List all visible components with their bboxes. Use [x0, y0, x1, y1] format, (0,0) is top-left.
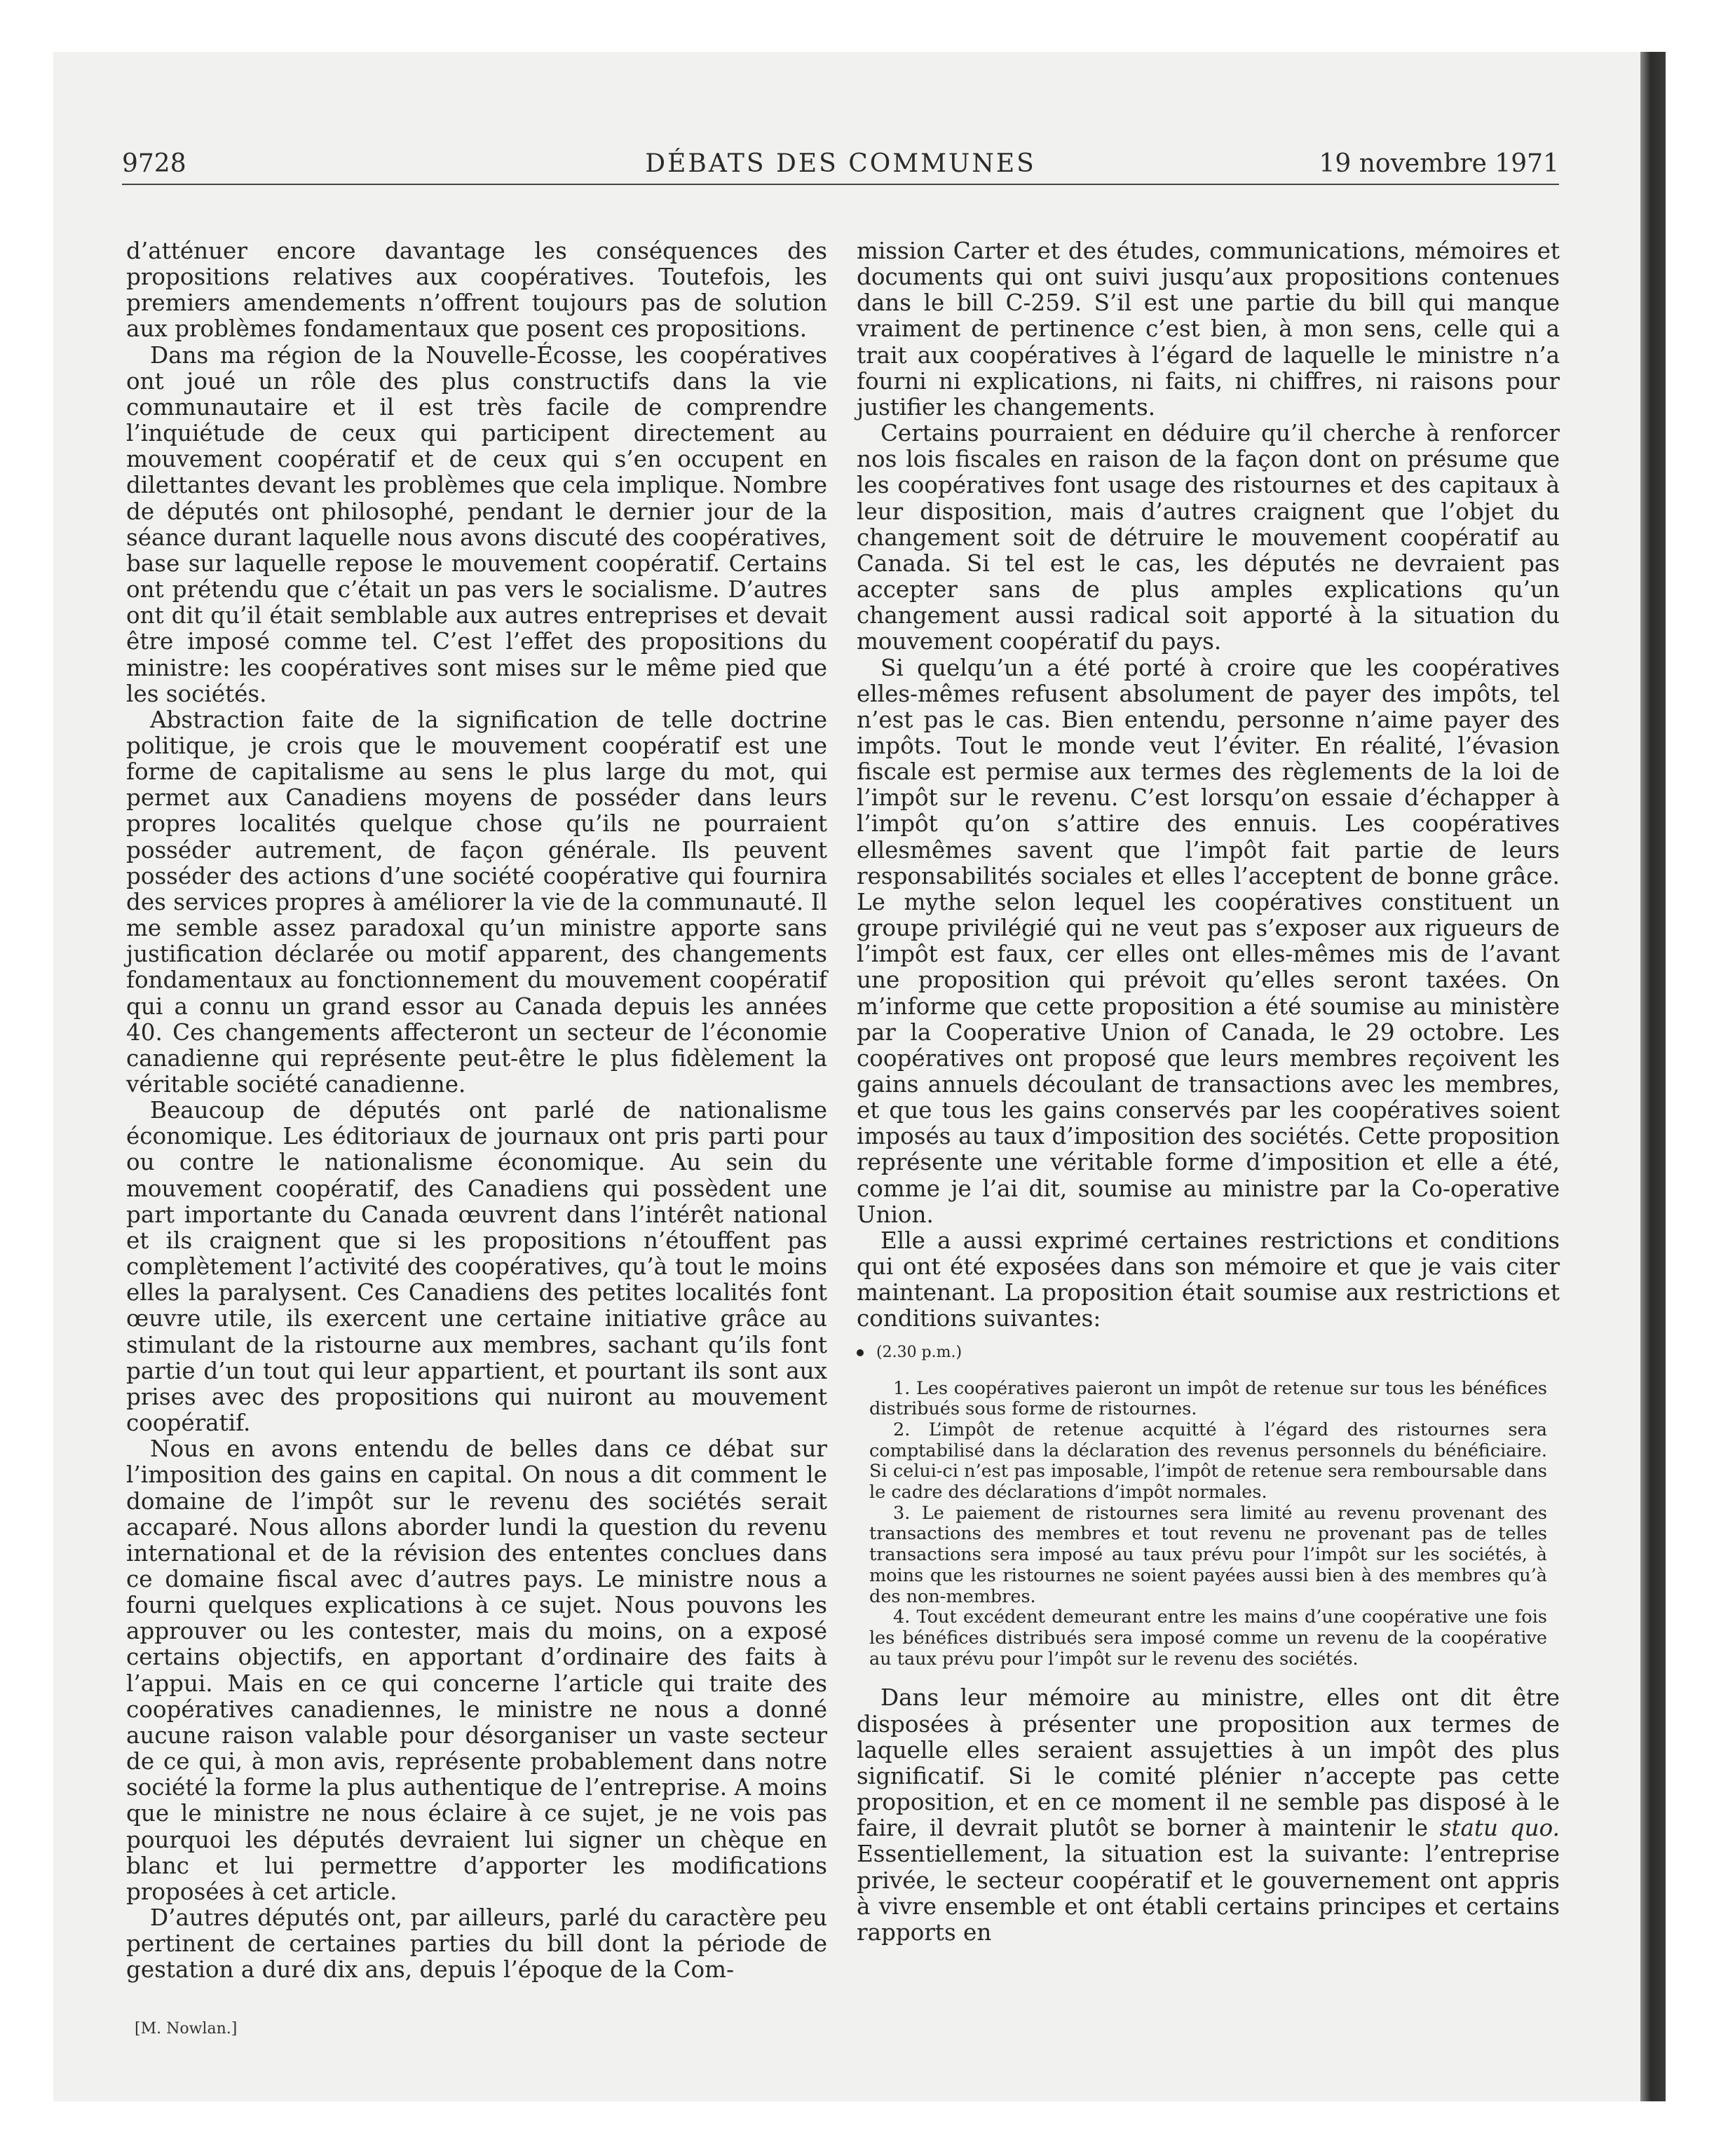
paragraph-text: Dans leur mémoire au ministre, elles ont dit être disposées à présenter une proposition aux termes de laquelle elles seraient assujetties à un impôt des plus significatif. Si le comité plénier n’accepte pas cette proposition, et en ce moment il ne semble pas disposé à le faire, il devrait plutôt se borner à maintenir le [857, 1684, 1560, 1842]
condition-item: 2. L’impôt de retenue acquitté à l’égard des ristournes sera comptabilisé dans la déclaration des revenus personnels du bénéficiaire. Si celui-ci n’est pas imposable, l’impôt de retenue sera remboursable dans le cadre des déclarations d’impôt normales. [869, 1419, 1547, 1503]
paragraph: D’autres députés ont, par ailleurs, parlé du caractère peu pertinent de certaines parties du bill dont la période de gestation a duré dix ans, depuis l’époque de la Com- [126, 1904, 827, 1984]
paragraph: Si quelqu’un a été porté à croire que les coopératives elles-mêmes refusent absolument de payer des impôts, tel n’est pas le cas. Bien entendu, personne n’aime payer des impôts. Tout le monde veut l’éviter. En réalité, l’évasion fiscale est permise aux termes des règlements de la loi de l’impôt sur le revenu. C’est lorsqu’on essaie d’échapper à l’impôt qu’on s’attire des ennuis. Les coopératives ellesmêmes savent que l’impôt fait partie de leurs responsabilités sociales et elles l’acceptent de bonne grâce. Le mythe selon lequel les coopératives constituent un groupe privilégié qui ne veut pas s’exposer aux rigueurs de l’impôt est faux, cer elles ont elles-mêmes mis de l’avant une proposition qui prévoit qu’elles seront taxées. On m’informe que cette proposition a été soumise au ministère par la Cooperative Union of Canada, le 29 octobre. Les coopératives ont proposé que leurs membres reçoivent les gains annuels découlant de transactions avec les membres, et que tous les gains conservés par les coopératives soient imposés au taux d’imposition des sociétés. Cette proposition représente une véritable forme d’imposition et elle a été, comme je l’ai dit, soumise au ministre par la Co-operative Union. [857, 654, 1560, 1228]
italic-phrase: statu quo. [1439, 1815, 1560, 1842]
paragraph-text: Essentiellement, la situation est la suivante: l’entreprise privée, le secteur coopératif et le gouvernement ont appris à vivre ensemble et ont établi certains principes et certains rapports en [857, 1841, 1560, 1946]
publication-date: 19 novembre 1971 [1319, 149, 1559, 178]
left-column [126, 238, 827, 1983]
paragraph: mission Carter et des études, communications, mémoires et documents qui ont suivi jusqu’aux propositions contenues dans le bill C-259. S’il est une partie du bill qui manque vraiment de pertinence c’est bien, à mon sens, celle qui a trait aux coopératives à l’égard de laquelle le ministre n’a fourni ni explications, ni faits, ni chiffres, ni raisons pour justifier les changements. [857, 238, 1560, 421]
quoted-conditions [869, 1379, 1547, 1670]
bullet-icon [857, 1349, 864, 1356]
condition-item: 1. Les coopératives paieront un impôt de retenue sur tous les bénéfices distribués sous forme de ristournes. [869, 1377, 1547, 1420]
paragraph: Certains pourraient en déduire qu’il cherche à renforcer nos lois fiscales en raison de la façon dont on présume que les coopératives font usage des ristournes et des capitaux à leur disposition, mais d’autres craignent que l’objet du changement soit de détruire le mouvement coopératif au Canada. Si tel est le cas, les députés ne devraient pas accepter sans de plus amples explications qu’un changement aussi radical soit apporté à la situation du mouvement coopératif du pays. [857, 420, 1560, 655]
publication-title: DÉBATS DES COMMUNES [645, 149, 1036, 178]
paragraph: Dans ma région de la Nouvelle-Écosse, les coopératives ont joué un rôle des plus constructifs dans la vie communautaire et il est très facile de comprendre l’inquiétude de ceux qui participent directement au mouvement coopératif et de ceux qui s’en occupent en dilettantes devant les problèmes que cela implique. Nombre de députés ont philosophé, pendant le dernier jour de la séance durant laquelle nous avons discuté des coopératives, base sur laquelle repose le mouvement coopératif. Certains ont prétendu que c’était un pas vers le socialisme. D’autres ont dit qu’il était semblable aux autres entreprises et devait être imposé comme tel. C’est l’effet des propositions du ministre: les coopératives sont mises sur le même pied que les sociétés. [126, 341, 827, 707]
time-marker-text: (2.30 p.m.) [876, 1343, 962, 1361]
paragraph: Abstraction faite de la signification de telle doctrine politique, je crois que le mouvement coopératif est une forme de capitalisme au sens le plus large du mot, qui permet aux Canadiens moyens de posséder dans leurs propres localités quelque chose qu’ils ne pourraient posséder autrement, de façon générale. Ils peuvent posséder des actions d’une société coopérative qui fournira des services propres à améliorer la vie de la communauté. Il me semble assez paradoxal qu’un ministre apporte sans justification déclarée ou motif apparent, des changements fondamentaux au fonctionnement du mouvement coopératif qui a connu un grand essor au Canada depuis les années 40. Ces changements affecteront un secteur de l’économie canadienne qui représente peut-être le plus fidèlement la véritable société canadienne. [126, 706, 827, 1098]
time-marker [857, 1342, 1560, 1363]
scan-edge [1640, 52, 1666, 2101]
paragraph: Nous en avons entendu de belles dans ce débat sur l’imposition des gains en capital. On nous a dit comment le domaine de l’impôt sur le revenu des sociétés serait accaparé. Nous allons aborder lundi la question du revenu international et de la révision des ententes conclues dans ce domaine fiscal avec d’autres pays. Le ministre nous a fourni quelques explications à ce sujet. Nous pouvons les approuver ou les contester, mais du moins, on a exposé certains objectifs, en apportant d’ordinaire des faits à l’appui. Mais en ce qui concerne l’article qui traite des coopératives canadiennes, le ministre ne nous a donné aucune raison valable pour désorganiser un vaste secteur de ce qui, à mon avis, représente probablement dans notre société la forme la plus authentique de l’entreprise. A moins que le ministre ne nous éclaire à ce sujet, je ne vois pas pourquoi les députés devraient lui signer un chèque en blanc et lui permettre d’apporter les modifications proposées à cet article. [126, 1435, 827, 1905]
condition-item: 4. Tout excédent demeurant entre les mains d’une coopérative une fois les bénéfices distribués sera imposé comme un revenu de la coopérative au taux prévu pour l’impôt sur le revenu des sociétés. [869, 1606, 1547, 1670]
page-header [122, 144, 1559, 185]
page-number: 9728 [122, 149, 186, 178]
speaker-attribution: [M. Nowlan.] [135, 2020, 238, 2038]
paragraph: Elle a aussi exprimé certaines restrictions et conditions qui ont été exposées dans son mémoire et que je vais citer maintenant. La proposition était soumise aux restrictions et conditions suivantes: [857, 1227, 1560, 1332]
condition-item: 3. Le paiement de ristournes sera limité au revenu provenant des transactions des membres et tout revenu ne provenant pas de telles transactions sera imposé au taux prévu pour l’impôt sur les sociétés, à moins que les ristournes ne soient payées aussi bien à des membres qu’à des non-membres. [869, 1502, 1547, 1607]
paragraph: Beaucoup de députés ont parlé de nationalisme économique. Les éditoriaux de journaux ont pris parti pour ou contre le nationalisme économique. Au sein du mouvement coopératif, des Canadiens qui possèdent une part importante du Canada œuvrent dans l’intérêt national et ils craignent que si les propositions n’étouffent pas complètement l’activité des coopératives, qu’à tout le moins elles la paralysent. Ces Canadiens des petites localités font œuvre utile, ils exercent une certaine initiative grâce au stimulant de la ristourne aux membres, sachant qu’ils font partie d’un tout qui leur appartient, et pourtant ils sont aux prises avec des propositions qui nuiront au mouvement coopératif. [126, 1097, 827, 1437]
paragraph [857, 1685, 1560, 1946]
right-column [857, 238, 1560, 1946]
paragraph: d’atténuer encore davantage les conséquences des propositions relatives aux coopératives. Toutefois, les premiers amendements n’offrent toujours pas de solution aux problèmes fondamentaux que posent ces propositions. [126, 238, 827, 343]
